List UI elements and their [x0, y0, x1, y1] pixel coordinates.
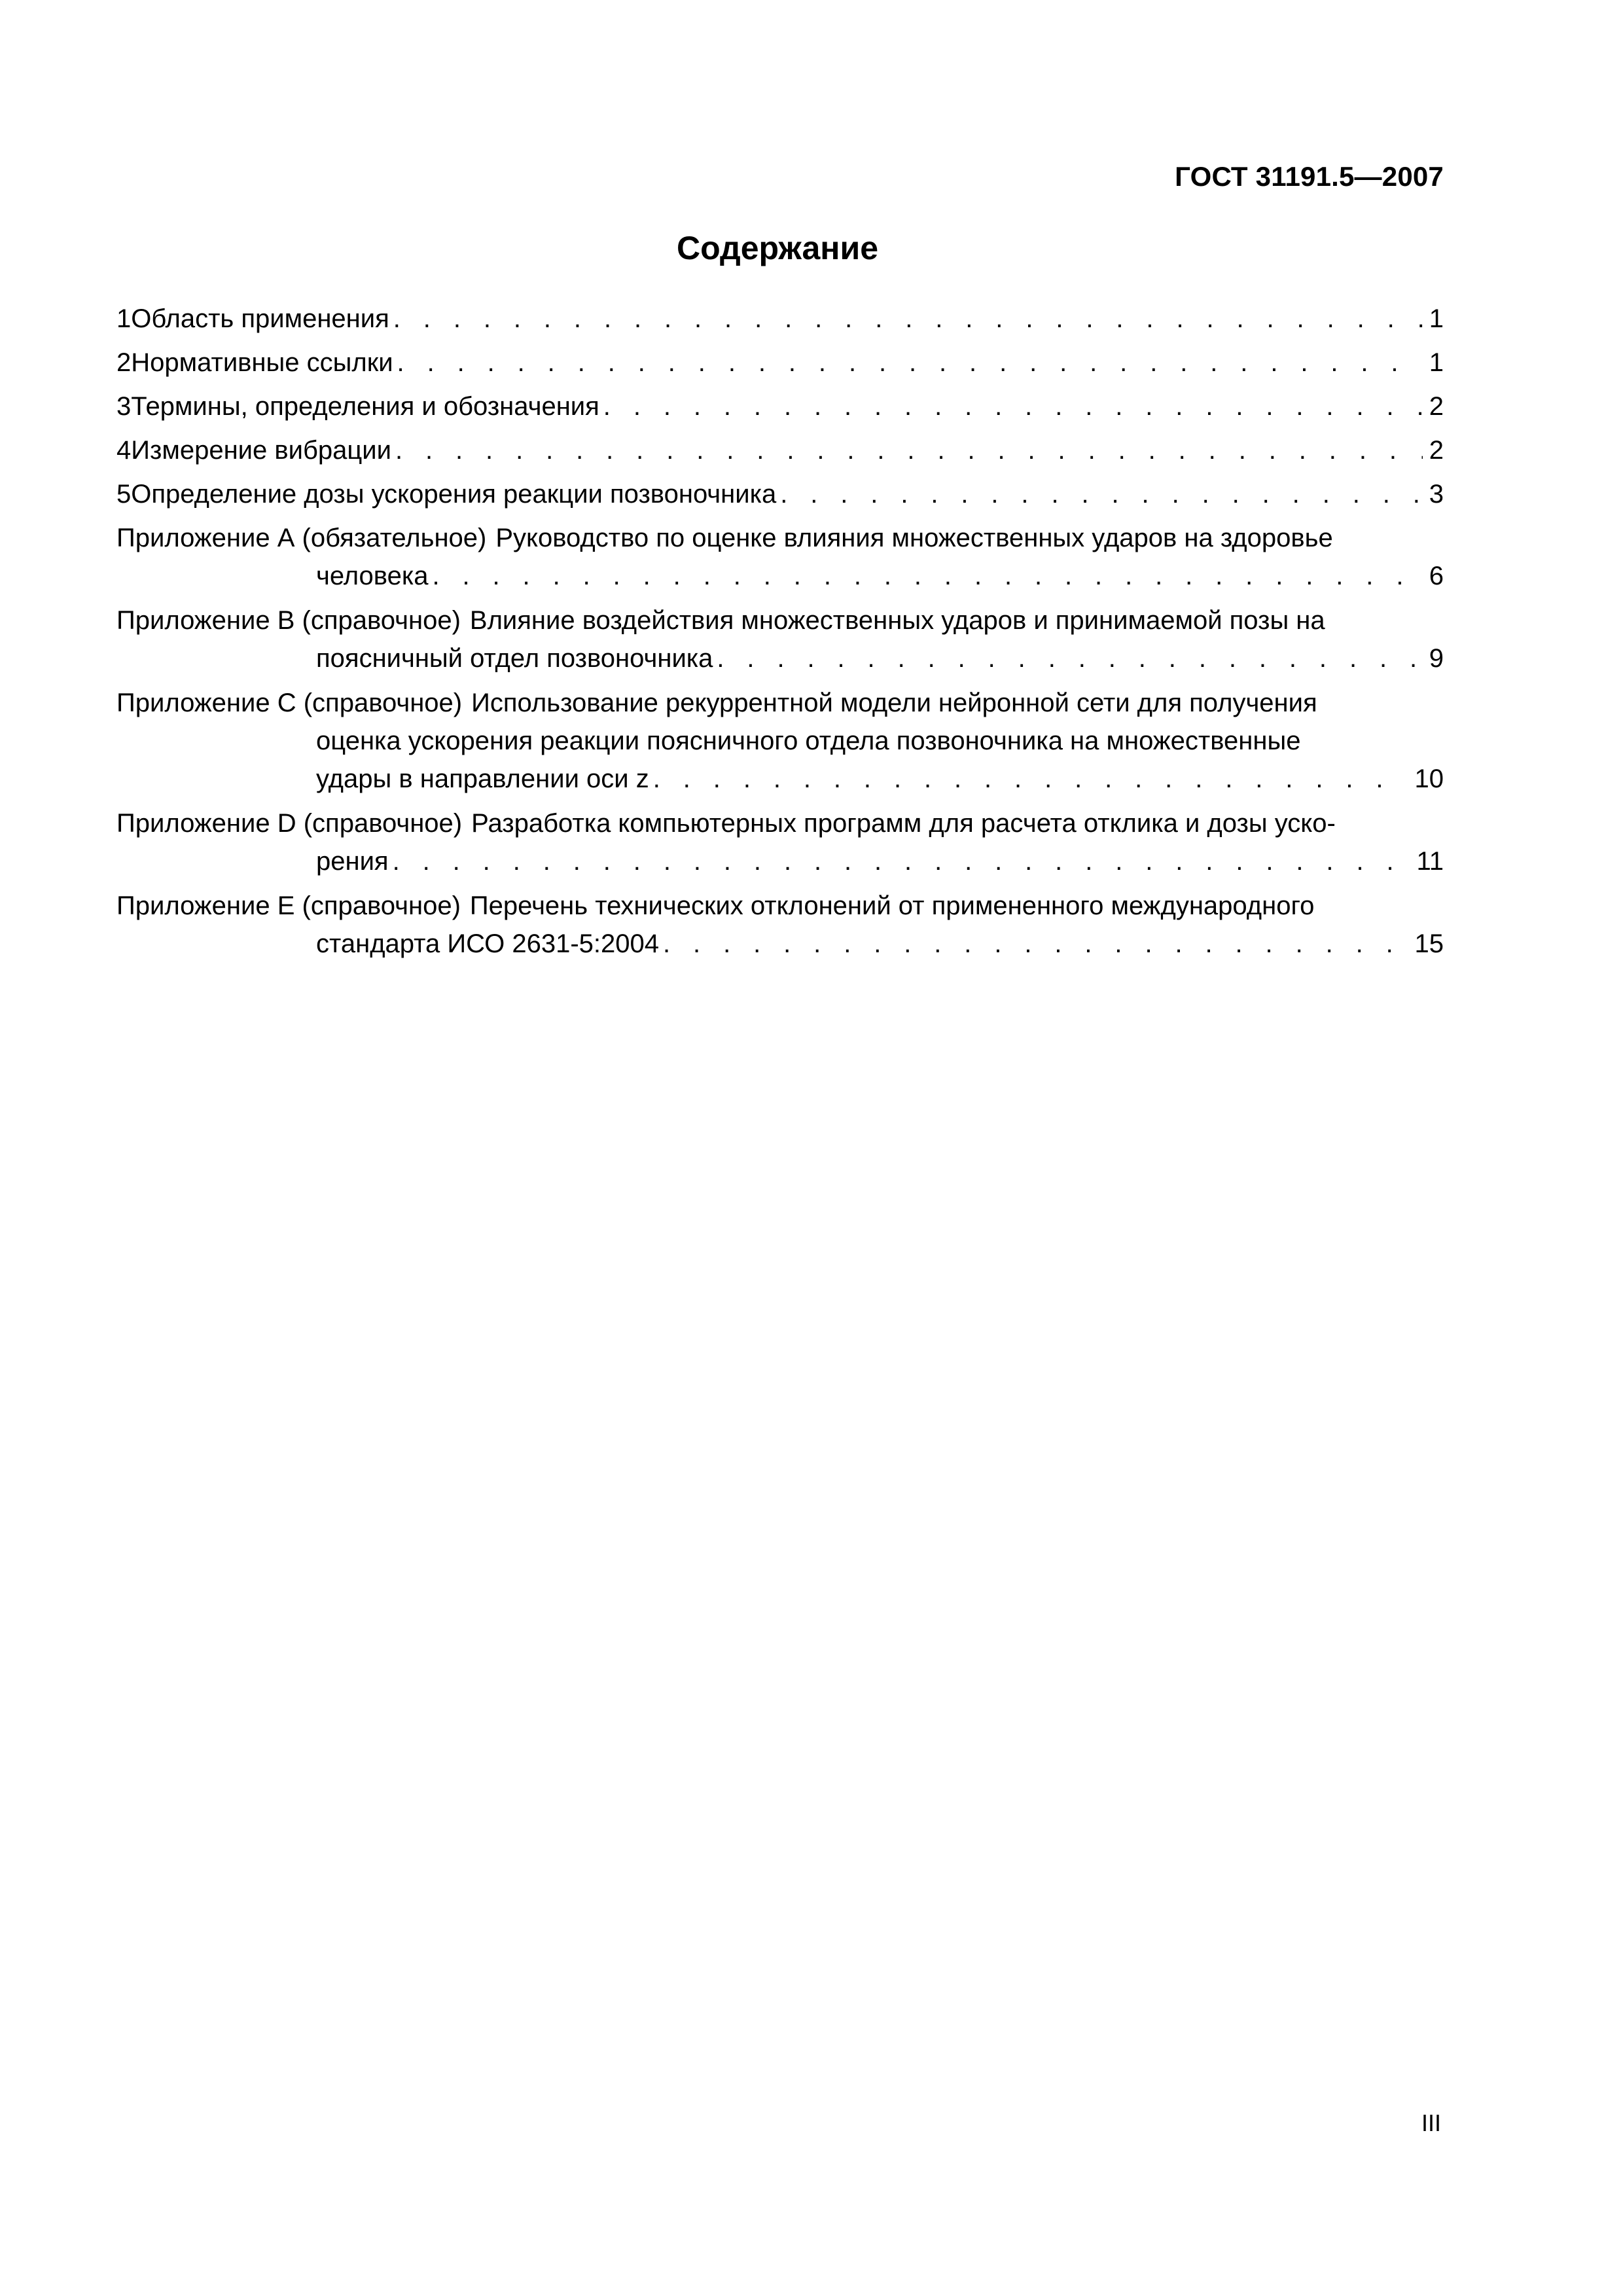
dot-leader: [653, 760, 1408, 798]
toc-entry-section-1[interactable]: [116, 300, 1444, 338]
dot-leader: [395, 431, 1423, 469]
dot-leader: [432, 557, 1422, 595]
dot-leader: [393, 842, 1410, 880]
dot-leader: [397, 344, 1423, 382]
annex-title: Использование рекуррентной модели нейронной сети для получения: [471, 689, 1317, 717]
toc-entry-section-4[interactable]: [116, 431, 1444, 469]
page-number: 10: [1414, 764, 1444, 793]
page-folio: III: [1421, 2109, 1441, 2136]
annex-title: Руководство по оценке влияния множественных ударов на здоровье: [495, 524, 1333, 552]
section-number: 4: [116, 436, 132, 465]
annex-label: Приложение А (обязательное): [116, 524, 487, 552]
annex-label: Приложение В (справочное): [116, 606, 461, 635]
annex-title-middle-line: оценка ускорения реакции поясничного отдела позвоночника на множественные: [316, 726, 1301, 755]
page-number: 11: [1416, 847, 1444, 876]
page-number: 3: [1429, 480, 1444, 509]
annex-title-last-line: поясничный отдел позвоночника: [316, 644, 713, 673]
section-title: Нормативные ссылки: [131, 348, 393, 377]
dot-leader: [663, 925, 1408, 963]
page-number: 2: [1429, 392, 1444, 421]
section-title: Область применения: [131, 304, 389, 333]
section-number: 3: [116, 392, 132, 421]
annex-title: Влияние воздействия множественных ударов и принимаемой позы на: [469, 606, 1325, 635]
page-number: 1: [1429, 348, 1444, 377]
toc-entry-annex-a[interactable]: [116, 519, 1444, 595]
section-title: Термины, определения и обозначения: [131, 392, 599, 421]
table-of-contents: [116, 300, 1444, 969]
page-number: 6: [1429, 562, 1444, 590]
document-code: ГОСТ 31191.5—2007: [1175, 161, 1444, 192]
toc-entry-annex-b[interactable]: [116, 601, 1444, 677]
page-number: 9: [1429, 644, 1444, 673]
toc-entry-section-3[interactable]: [116, 387, 1444, 425]
dot-leader: [393, 300, 1423, 338]
toc-title: Содержание: [676, 230, 879, 266]
page-number: 15: [1414, 929, 1444, 958]
annex-title: Разработка компьютерных программ для расчета отклика и дозы уско-: [471, 809, 1336, 838]
annex-title: Перечень технических отклонений от примененного международного: [469, 891, 1315, 920]
toc-entry-annex-c[interactable]: [116, 684, 1444, 798]
section-number: 1: [116, 304, 132, 333]
page-number: 2: [1429, 436, 1444, 465]
dot-leader: [780, 475, 1423, 513]
dot-leader: [717, 639, 1422, 677]
section-number: 2: [116, 348, 132, 377]
annex-title-last-line: стандарта ИСО 2631-5:2004: [316, 929, 660, 958]
page-number: 1: [1429, 304, 1444, 333]
section-title: Определение дозы ускорения реакции позвоночника: [131, 480, 777, 509]
toc-entry-annex-e[interactable]: [116, 887, 1444, 963]
annex-title-last-line: человека: [316, 562, 429, 590]
section-number: 5: [116, 480, 132, 509]
annex-title-last-line: рения: [316, 847, 389, 876]
annex-label: Приложение Е (справочное): [116, 891, 461, 920]
toc-entry-annex-d[interactable]: [116, 804, 1444, 880]
dot-leader: [603, 387, 1423, 425]
annex-label: Приложение С (справочное): [116, 689, 463, 717]
toc-entry-section-2[interactable]: [116, 344, 1444, 382]
annex-title-last-line: удары в направлении оси z: [316, 764, 649, 793]
annex-label: Приложение D (справочное): [116, 809, 463, 838]
section-title: Измерение вибрации: [131, 436, 391, 465]
toc-entry-section-5[interactable]: [116, 475, 1444, 513]
